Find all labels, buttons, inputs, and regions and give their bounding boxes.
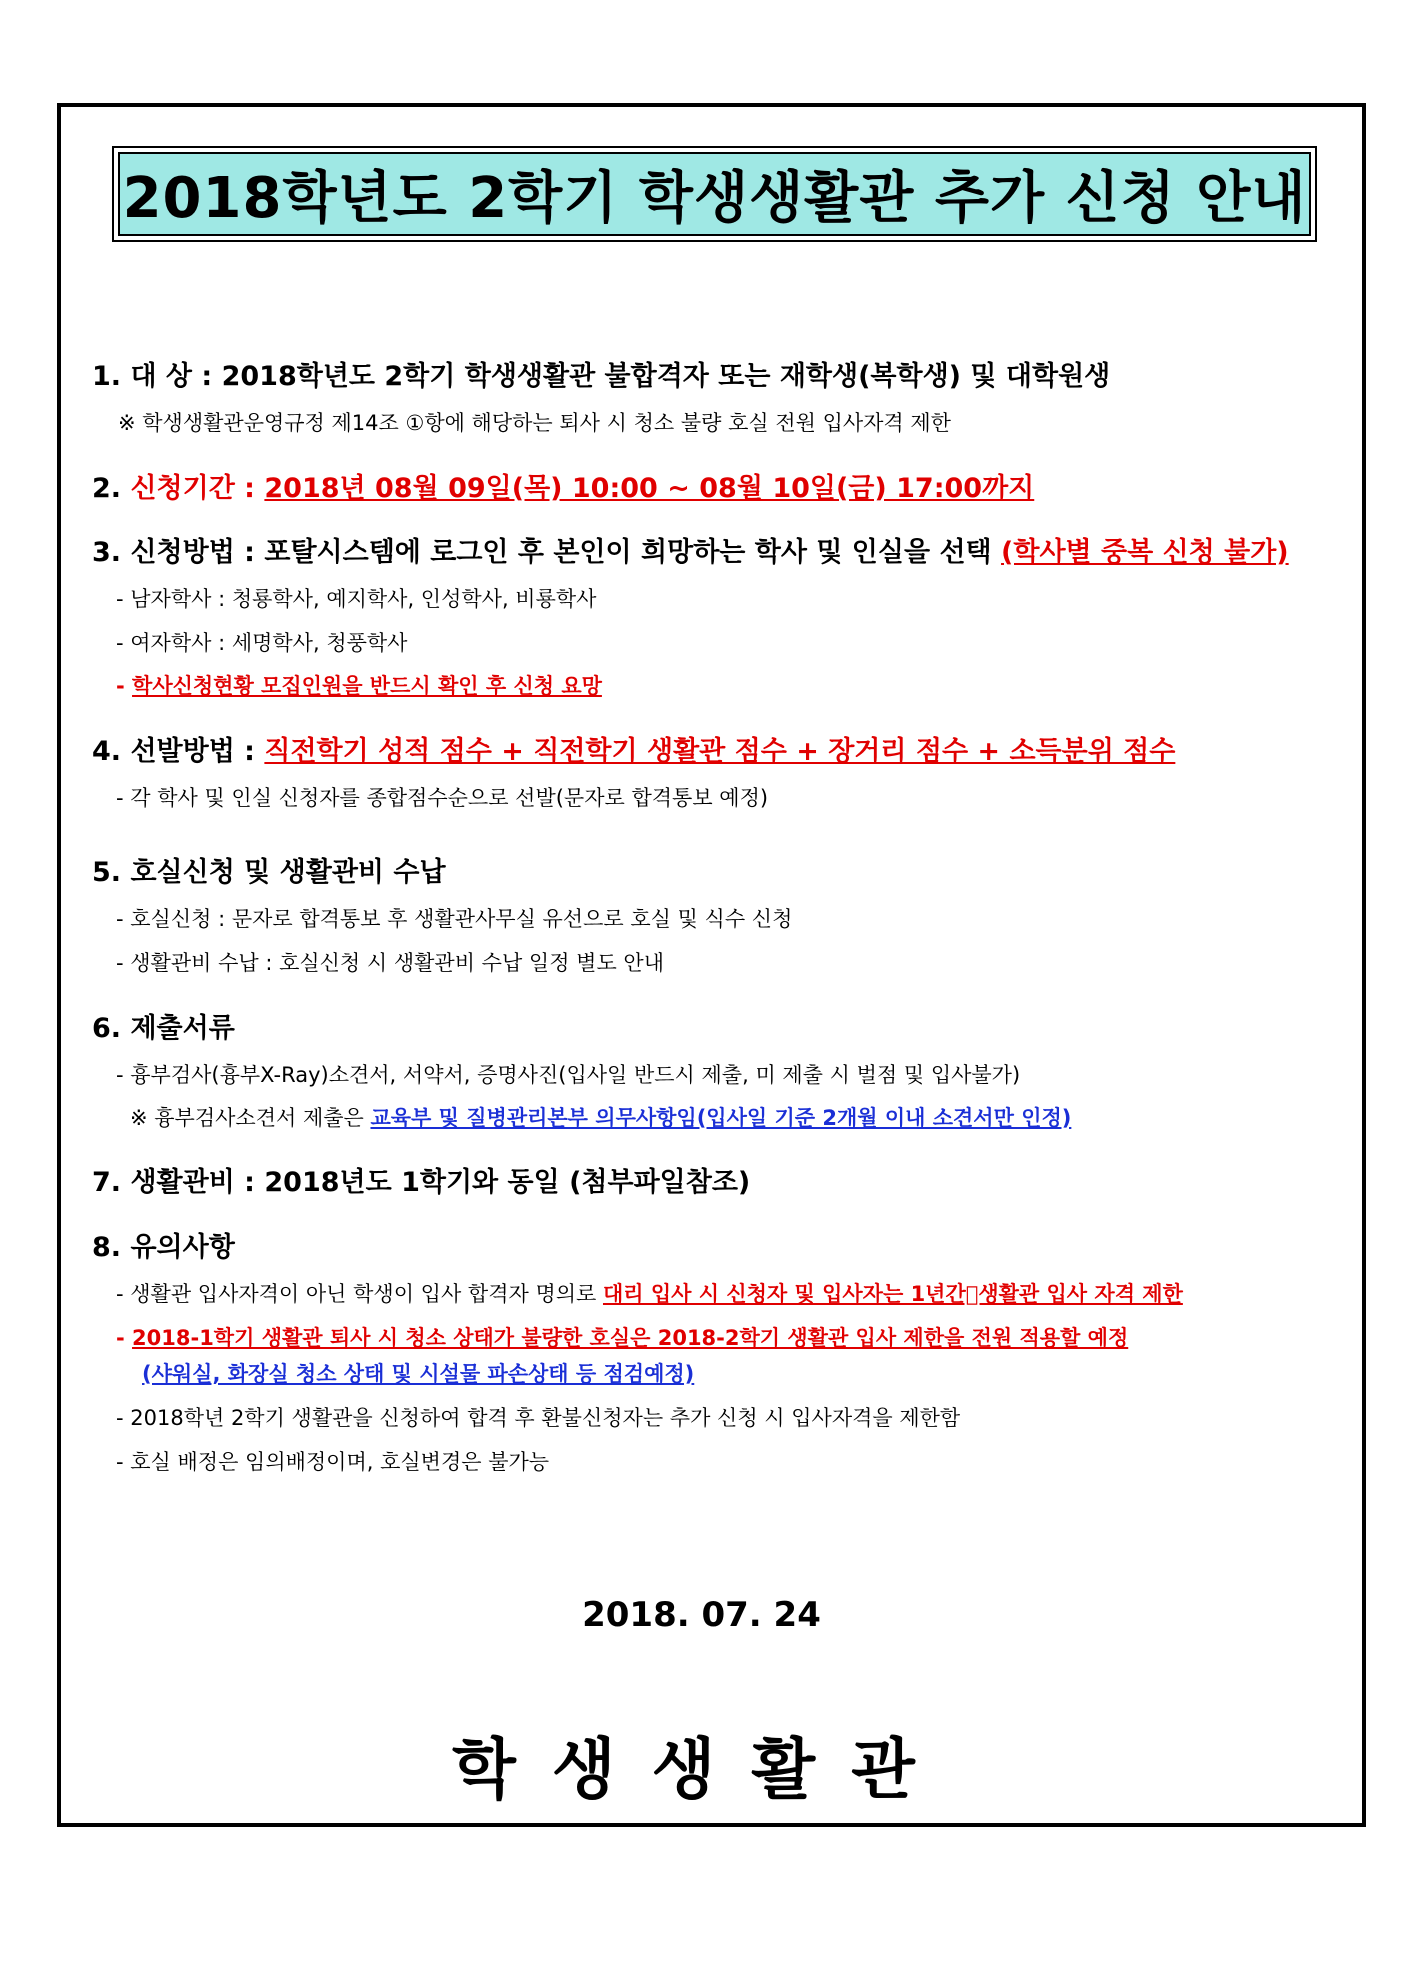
issuing-organization: 학생생활관 xyxy=(452,1731,951,1808)
section-8-item-1-emphasis: 대리 입사 시 신청자 및 입사자는 1년간 생활관 입사 자격 제한 xyxy=(602,1282,1183,1306)
section-2-label: 2. xyxy=(92,473,131,504)
section-1-note: ※ 학생생활관운영규정 제14조 ①항에 해당하는 퇴사 시 청소 불량 호실 전원 입사자격 제한 xyxy=(118,411,951,435)
section-2-title: 신청기간 : xyxy=(130,473,265,504)
notice-date: 2018. 07. 24 xyxy=(582,1595,821,1635)
section-5-item-2: - 생활관비 수납 : 호실신청 시 생활관비 수납 일정 별도 안내 xyxy=(116,951,664,975)
section-5-heading: 5. 호실신청 및 생활관비 수납 xyxy=(92,857,446,888)
application-period: 2018년 08월 09일(목) 10:00 ~ 08월 10일(금) 17:00까지 xyxy=(264,473,1035,504)
dorm-check-text: 학사신청현황 모집인원을 반드시 확인 후 신청 요망 xyxy=(132,674,602,698)
female-dorms: - 여자학사 : 세명학사, 청풍학사 xyxy=(116,631,408,655)
dorm-check-notice xyxy=(116,670,602,700)
section-4-heading xyxy=(92,729,1175,768)
title-box xyxy=(112,146,1317,242)
section-8-item-2-cont-text: (샤워실, 화장실 청소 상태 및 시설물 파손상태 등 점검예정) xyxy=(142,1362,695,1386)
section-2-heading xyxy=(92,466,1034,505)
section-8-item-4: - 호실 배정은 임의배정이며, 호실변경은 불가능 xyxy=(116,1450,550,1474)
section-6-note-emphasis: 교육부 및 질병관리본부 의무사항임(입사일 기준 2개월 이내 소견서만 인정) xyxy=(370,1106,1072,1130)
section-3-text: 3. 신청방법 : 포탈시스템에 로그인 후 본인이 희망하는 학사 및 인실을 선택 xyxy=(92,537,1002,568)
section-1-heading: 1. 대 상 : 2018학년도 2학기 학생생활관 불합격자 또는 재학생(복학생) 및 대학원생 xyxy=(92,361,1111,392)
section-6-note-prefix: ※ 흉부검사소견서 제출은 xyxy=(130,1106,371,1130)
section-7-heading: 7. 생활관비 : 2018년도 1학기와 동일 (첨부파일참조) xyxy=(92,1167,751,1198)
section-4-label: 4. 선발방법 : xyxy=(92,736,265,767)
section-6-item-1: - 흉부검사(흉부X-Ray)소견서, 서약서, 증명사진(입사일 반드시 제출, 미 제출 시 벌점 및 입사불가) xyxy=(116,1063,1021,1087)
section-8-item-3: - 2018학년 2학기 생활관을 신청하여 합격 후 환불신청자는 추가 신청 시 입사자격을 제한함 xyxy=(116,1406,961,1430)
selection-formula: 직전학기 성적 점수 + 직전학기 생활관 점수 + 장거리 점수 + 소득분위 점수 xyxy=(264,736,1176,767)
male-dorms: - 남자학사 : 청룡학사, 예지학사, 인성학사, 비룡학사 xyxy=(116,587,597,611)
section-8-item-2 xyxy=(116,1322,1128,1352)
section-8-item-2-continuation xyxy=(142,1358,694,1388)
page-title: 2018학년도 2학기 학생생활관 추가 신청 안내 xyxy=(122,166,1307,231)
section-6-note xyxy=(130,1102,1071,1132)
section-8-item-2-dash: - xyxy=(116,1326,133,1350)
section-8-item-2-emphasis: 2018-1학기 생활관 퇴사 시 청소 상태가 불량한 호실은 2018-2학기 생활관 입사 제한을 전원 적용할 예정 xyxy=(132,1326,1129,1350)
title-banner xyxy=(118,152,1311,236)
section-4-note: - 각 학사 및 인실 신청자를 종합점수순으로 선발(문자로 합격통보 예정) xyxy=(116,786,769,810)
dorm-check-dash: - xyxy=(116,674,133,698)
section-8-item-1 xyxy=(116,1278,1183,1308)
section-8-heading: 8. 유의사항 xyxy=(92,1232,235,1263)
section-3-emphasis: (학사별 중복 신청 불가) xyxy=(1001,537,1289,568)
section-6-heading: 6. 제출서류 xyxy=(92,1013,235,1044)
section-3-heading xyxy=(92,530,1289,569)
section-5-item-1: - 호실신청 : 문자로 합격통보 후 생활관사무실 유선으로 호실 및 식수 신청 xyxy=(116,907,793,931)
section-8-item-1-prefix: - 생활관 입사자격이 아닌 학생이 입사 합격자 명의로 xyxy=(116,1282,603,1306)
